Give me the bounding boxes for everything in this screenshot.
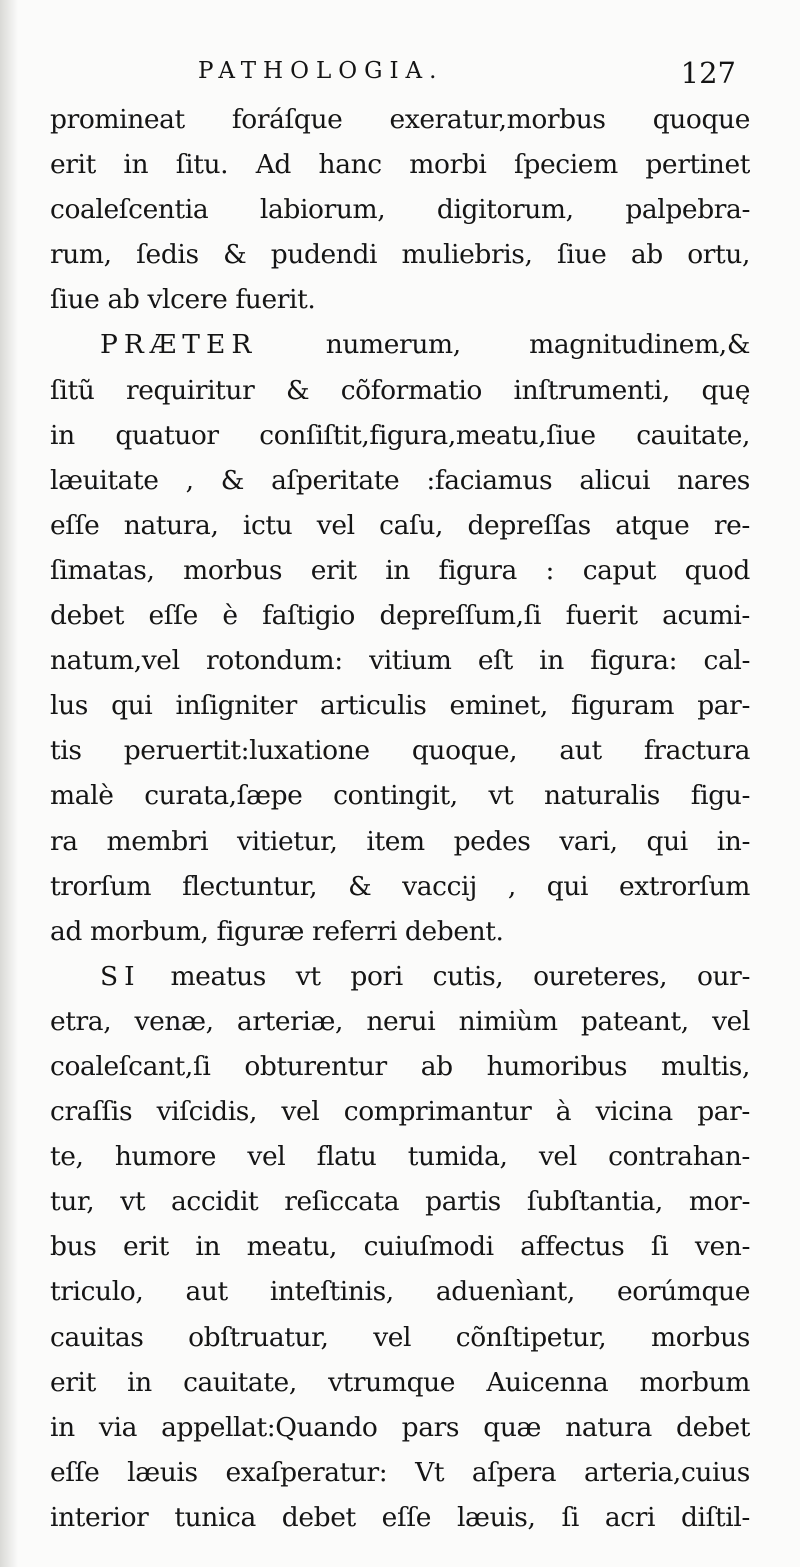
text-line: interior tunica debet eſſe læuis, ſi acri diſtil- bbox=[50, 1501, 750, 1533]
text-line: bus erit in meatu, cuiuſmodi affectus ſi ven- bbox=[50, 1231, 750, 1263]
text-line: promineat foráſque exeratur,morbus quoque bbox=[50, 104, 750, 135]
text-line: cauitas obſtruatur, vel cõnſtipetur, morbus bbox=[50, 1321, 750, 1353]
paragraph-lead-word: PRÆTER bbox=[100, 329, 258, 361]
text-line: trorſum flectuntur, & vaccij , qui extrorſum bbox=[50, 870, 750, 902]
text-line: ra membri vitietur, item pedes vari, qui in- bbox=[50, 825, 750, 857]
text-line-rest: numerum, magnitudinem,& bbox=[325, 329, 750, 361]
text-line: ad morbum, figuræ referri debent. bbox=[50, 915, 504, 947]
text-line: te, humore vel flatu tumida, vel contrahan- bbox=[50, 1141, 750, 1173]
text-line: lus qui inſigniter articulis eminet, figuram par- bbox=[50, 690, 750, 722]
body-text bbox=[50, 97, 750, 1540]
text-line-rest: meatus vt pori cutis, oureteres, our- bbox=[170, 960, 750, 992]
text-line: coaleſcant,ſi obturentur ab humoribus multis, bbox=[50, 1050, 750, 1082]
page-gutter-shadow bbox=[0, 0, 18, 1567]
page-header bbox=[50, 52, 750, 96]
text-line: rum, ſedis & pudendi muliebris, ſiue ab ortu, bbox=[50, 239, 750, 271]
text-line: in via appellat:Quando pars quæ natura debet bbox=[50, 1411, 750, 1443]
text-line: ſiue ab vlcere fuerit. bbox=[50, 284, 316, 316]
paragraph-lead-word: SI bbox=[100, 960, 141, 992]
text-line: craſſis viſcidis, vel comprimantur à vicina par- bbox=[50, 1096, 750, 1128]
text-line: triculo, aut inteſtinis, aduenìant, eorúmque bbox=[50, 1276, 750, 1308]
running-title: PATHOLOGIA. bbox=[198, 58, 444, 84]
text-line: eſſe natura, ictu vel caſu, depreſſas atque re- bbox=[50, 509, 750, 541]
text-line: erit in ſitu. Ad hanc morbi ſpeciem pertinet bbox=[50, 149, 750, 181]
text-line: in quatuor conſiſtit,figura,meatu,ſiue cauitate, bbox=[50, 419, 750, 451]
page-number: 127 bbox=[680, 56, 736, 90]
text-line: coaleſcentia labiorum, digitorum, palpebra- bbox=[50, 194, 750, 226]
text-line: tis peruertit:luxatione quoque, aut fractura bbox=[50, 735, 750, 767]
text-line: etra, venæ, arteriæ, nerui nimiùm pateant, vel bbox=[50, 1005, 750, 1037]
text-line: malè curata,ſæpe contingit, vt naturalis figu- bbox=[50, 780, 750, 812]
text-line: ſimatas, morbus erit in figura : caput quod bbox=[50, 554, 750, 586]
text-line: læuitate , & aſperitate :faciamus alicui nares bbox=[50, 464, 750, 496]
text-line: erit in cauitate, vtrumque Auicenna morbum bbox=[50, 1366, 750, 1398]
text-line: debet eſſe è faſtigio depreſſum,ſi fuerit acumi- bbox=[50, 600, 750, 632]
text-line: eſſe læuis exaſperatur: Vt aſpera arteria,cuius bbox=[50, 1456, 750, 1488]
text-line: tur, vt accidit reſiccata partis ſubſtantia, mor- bbox=[50, 1186, 750, 1218]
text-line: ſitũ requiritur & cõformatio inſtrumenti, quę bbox=[50, 374, 750, 406]
text-line-paragraph-start bbox=[50, 954, 750, 999]
text-line-paragraph-start bbox=[50, 322, 750, 367]
text-line: natum,vel rotondum: vitium eſt in figura: cal- bbox=[50, 645, 750, 677]
